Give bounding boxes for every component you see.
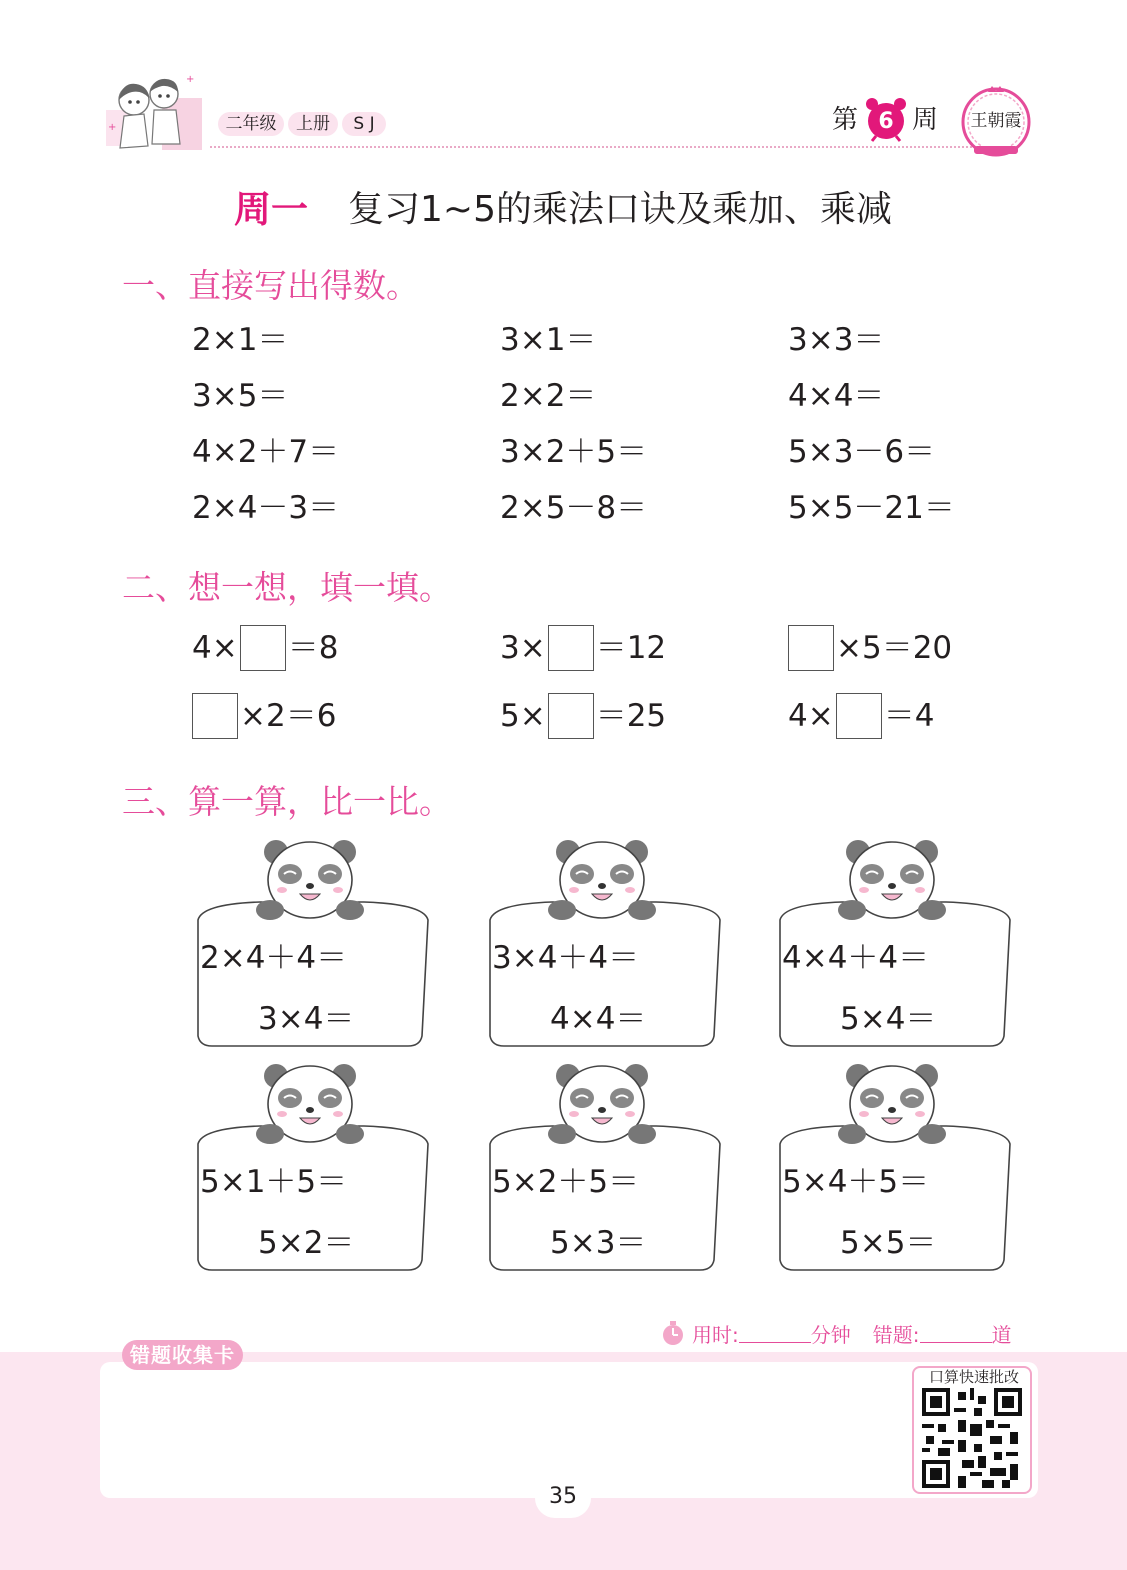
expression-before: 5×: [500, 698, 546, 734]
fill-blank-item: [788, 693, 934, 739]
equation: 2×1＝: [192, 322, 289, 358]
svg-text:+: +: [186, 74, 195, 85]
card-equation-2: 5×3＝: [550, 1225, 647, 1261]
expression-after: ×5＝20: [836, 630, 953, 666]
expression-after: ＝4: [883, 698, 935, 734]
fill-blank-item: [500, 693, 666, 739]
expression-after: ＝8: [287, 630, 339, 666]
expression-after: ×2＝6: [240, 698, 337, 734]
brand-name: 王朝霞: [970, 111, 1022, 131]
page-number: 35: [549, 1484, 577, 1509]
card-equation-2: 4×4＝: [550, 1001, 647, 1037]
fill-blank-item: [190, 693, 336, 739]
week-prefix: 第: [832, 105, 859, 135]
timing-record: [660, 1318, 1012, 1348]
page-title: 复习1~5的乘法口诀及乘加、乘减: [348, 189, 892, 230]
fill-blank-item: [786, 625, 952, 671]
expression-after: ＝25: [595, 698, 667, 734]
expression-before: 4×: [192, 630, 238, 666]
equation: 5×5－21＝: [788, 490, 955, 526]
equation: 3×1＝: [500, 322, 597, 358]
svg-text:+: +: [108, 122, 117, 133]
card-equation-2: 5×2＝: [258, 1225, 355, 1261]
panda-card: [772, 1064, 1016, 1274]
panda-card: [190, 840, 434, 1050]
header-divider: [210, 146, 1000, 148]
error-collection-tab: 错题收集卡: [122, 1340, 243, 1370]
day-label: 周一: [234, 188, 308, 231]
errors-unit: 道: [991, 1322, 1012, 1347]
edition-badge: S J: [342, 112, 386, 136]
answer-box[interactable]: [240, 625, 286, 671]
answer-box[interactable]: [548, 625, 594, 671]
grade-badge: 二年级: [218, 112, 284, 136]
answer-box[interactable]: [192, 693, 238, 739]
errors-label: 错题:: [872, 1322, 920, 1347]
equation: 5×3－6＝: [788, 434, 936, 470]
volume-badge: 上册: [288, 112, 338, 136]
qr-label: 口算快速批改: [928, 1368, 1019, 1386]
section-2-title: 二、想一想，填一填。: [122, 568, 452, 607]
equation: 4×2＋7＝: [192, 434, 340, 470]
section-1-title: 一、直接写出得数。: [122, 266, 419, 305]
card-equation-1: 3×4＋4＝: [492, 940, 640, 976]
answer-box[interactable]: [788, 625, 834, 671]
errors-input[interactable]: [920, 1323, 992, 1343]
qr-code-icon[interactable]: [922, 1388, 1022, 1488]
time-unit: 分钟: [810, 1322, 851, 1347]
expression-before: 4×: [788, 698, 834, 734]
card-equation-1: 2×4＋4＝: [200, 940, 348, 976]
equation: 4×4＝: [788, 378, 885, 414]
equation: 3×2＋5＝: [500, 434, 648, 470]
equation: 2×2＝: [500, 378, 597, 414]
card-equation-2: 5×4＝: [840, 1001, 937, 1037]
equation: 2×4－3＝: [192, 490, 340, 526]
card-equation-1: 5×4＋5＝: [782, 1164, 930, 1200]
fill-blank-item: [192, 625, 338, 671]
section-3-title: 三、算一算，比一比。: [122, 782, 452, 821]
expression-before: 3×: [500, 630, 546, 666]
card-equation-2: 3×4＝: [258, 1001, 355, 1037]
equation: 2×5－8＝: [500, 490, 648, 526]
equation: 3×3＝: [788, 322, 885, 358]
fill-blank-item: [500, 625, 666, 671]
card-equation-1: 4×4＋4＝: [782, 940, 930, 976]
time-label: 用时:: [692, 1322, 739, 1347]
kids-illustration: [104, 70, 216, 156]
time-input[interactable]: [739, 1323, 811, 1343]
card-equation-1: 5×2＋5＝: [492, 1164, 640, 1200]
card-equation-2: 5×5＝: [840, 1225, 937, 1261]
answer-box[interactable]: [548, 693, 594, 739]
week-number: 6: [878, 109, 894, 134]
stopwatch-icon: [660, 1320, 686, 1346]
expression-after: ＝12: [595, 630, 667, 666]
card-equation-1: 5×1＋5＝: [200, 1164, 348, 1200]
answer-box[interactable]: [836, 693, 882, 739]
panda-card: [482, 840, 726, 1050]
panda-card: [482, 1064, 726, 1274]
week-suffix: 周: [912, 105, 939, 135]
panda-card: [772, 840, 1016, 1050]
equation: 3×5＝: [192, 378, 289, 414]
panda-card: [190, 1064, 434, 1274]
